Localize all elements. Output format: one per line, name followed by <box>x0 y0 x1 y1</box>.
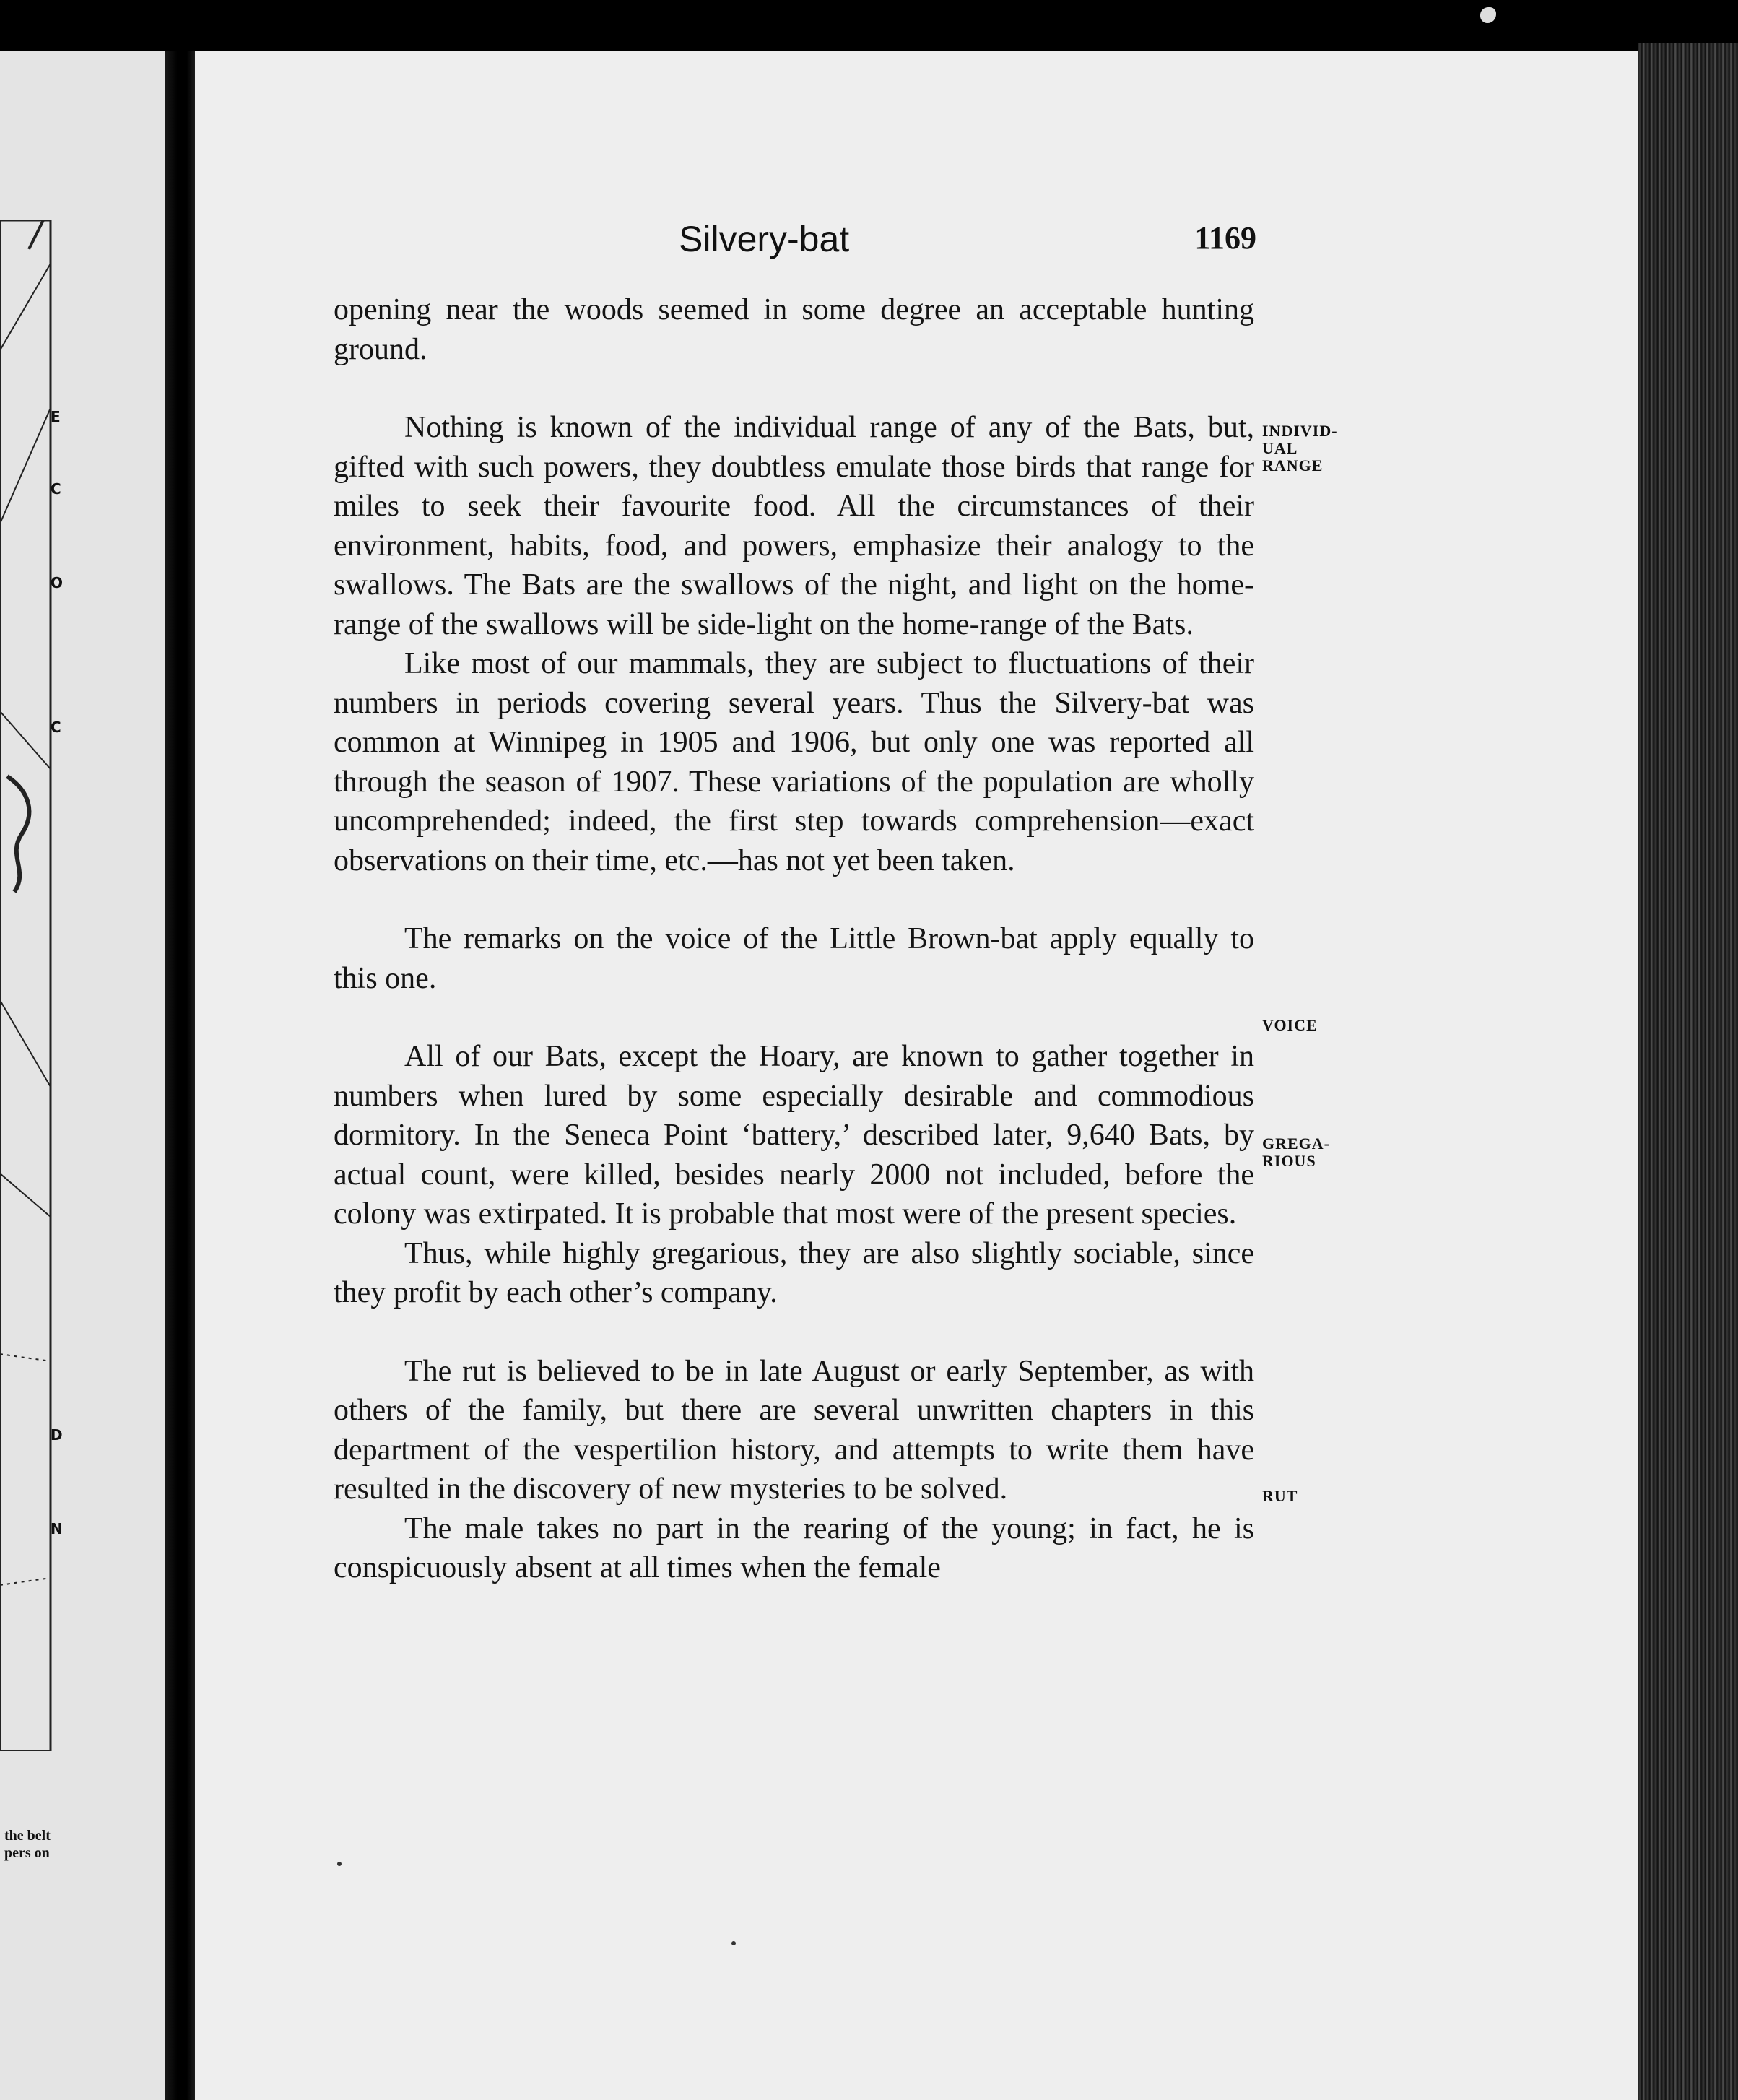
map-label: E <box>51 408 61 425</box>
paragraph: Like most of our mammals, they are subject to fluctuations of their numbers in periods covering several years. Thus the Silvery-bat was common at Winnipeg in 1905 and 1906, but only one was reported all through the season of 1907. These variations of the population are wholly uncomprehended; indeed, the first step towards comprehension—exact observations on their time, etc.—has not yet been taken. <box>334 647 1254 877</box>
running-title: Silvery-bat <box>679 219 850 259</box>
page-number: 1169 <box>1194 220 1256 256</box>
map-label: O <box>51 574 64 591</box>
paragraph: Nothing is known of the individual range of any of the Bats, but, gifted with such powers, they doubtless emulate those birds that range for miles to seek their favourite food. All the circumstances of their environment, habits, food, and powers, emphasize their analogy to the swallows. The Bats are the swallows of the night, and light on the home-range of the swallows will be side-light on the home-range of the Bats. <box>334 411 1254 641</box>
scan-speck <box>337 1862 342 1866</box>
map-fragment <box>0 220 52 1751</box>
paragraph: The remarks on the voice of the Little Brown-bat apply equally to this one. <box>334 922 1254 995</box>
side-note-voice: VOICE <box>1262 1016 1318 1034</box>
body-text <box>334 290 1254 1588</box>
facing-page-caption <box>4 1827 51 1862</box>
paragraph: The rut is believed to be in late August or early September, as with others of the family, but there are several unwritten chapters in this department of the vespertilion history, and attempts to write them have resulted in the discovery of new mysteries to be solved. <box>334 1354 1254 1506</box>
paragraph: Thus, while highly gregarious, they are also slightly sociable, since they profit by each other’s company. <box>334 1236 1254 1309</box>
page-stack-edge <box>1638 43 1738 2100</box>
caption-line: the belt <box>4 1828 51 1844</box>
map-label: C <box>51 719 61 736</box>
scan-top-border <box>0 0 1738 51</box>
scan-speck <box>731 1941 736 1945</box>
map-label: C <box>51 480 61 498</box>
paragraph: opening near the woods seemed in some degree an acceptable hunting ground. <box>334 293 1254 366</box>
caption-line: pers on <box>4 1845 50 1861</box>
side-note-individual-range: INDIVID- UAL RANGE <box>1262 422 1338 474</box>
paragraph: All of our Bats, except the Hoary, are known to gather together in numbers when lured by some especially desirable and commodious dormitory. In the Seneca Point ‘battery,’ described later, 9,640 Bats, by actual count, were killed, besides nearly 2000 not included, before the colony was extirpated. It is probable that most were of the present species. <box>334 1040 1254 1231</box>
map-label: N <box>51 1520 63 1537</box>
paragraph: The male takes no part in the rearing of the young; in fact, he is conspicuously absent at all times when the female <box>334 1511 1254 1584</box>
side-note-rut: RUT <box>1262 1487 1298 1505</box>
side-note-gregarious: GREGA- RIOUS <box>1262 1134 1330 1170</box>
page-header <box>679 218 1256 269</box>
book-gutter <box>165 51 196 2100</box>
map-label: D <box>51 1426 63 1444</box>
facing-page <box>0 51 165 2100</box>
